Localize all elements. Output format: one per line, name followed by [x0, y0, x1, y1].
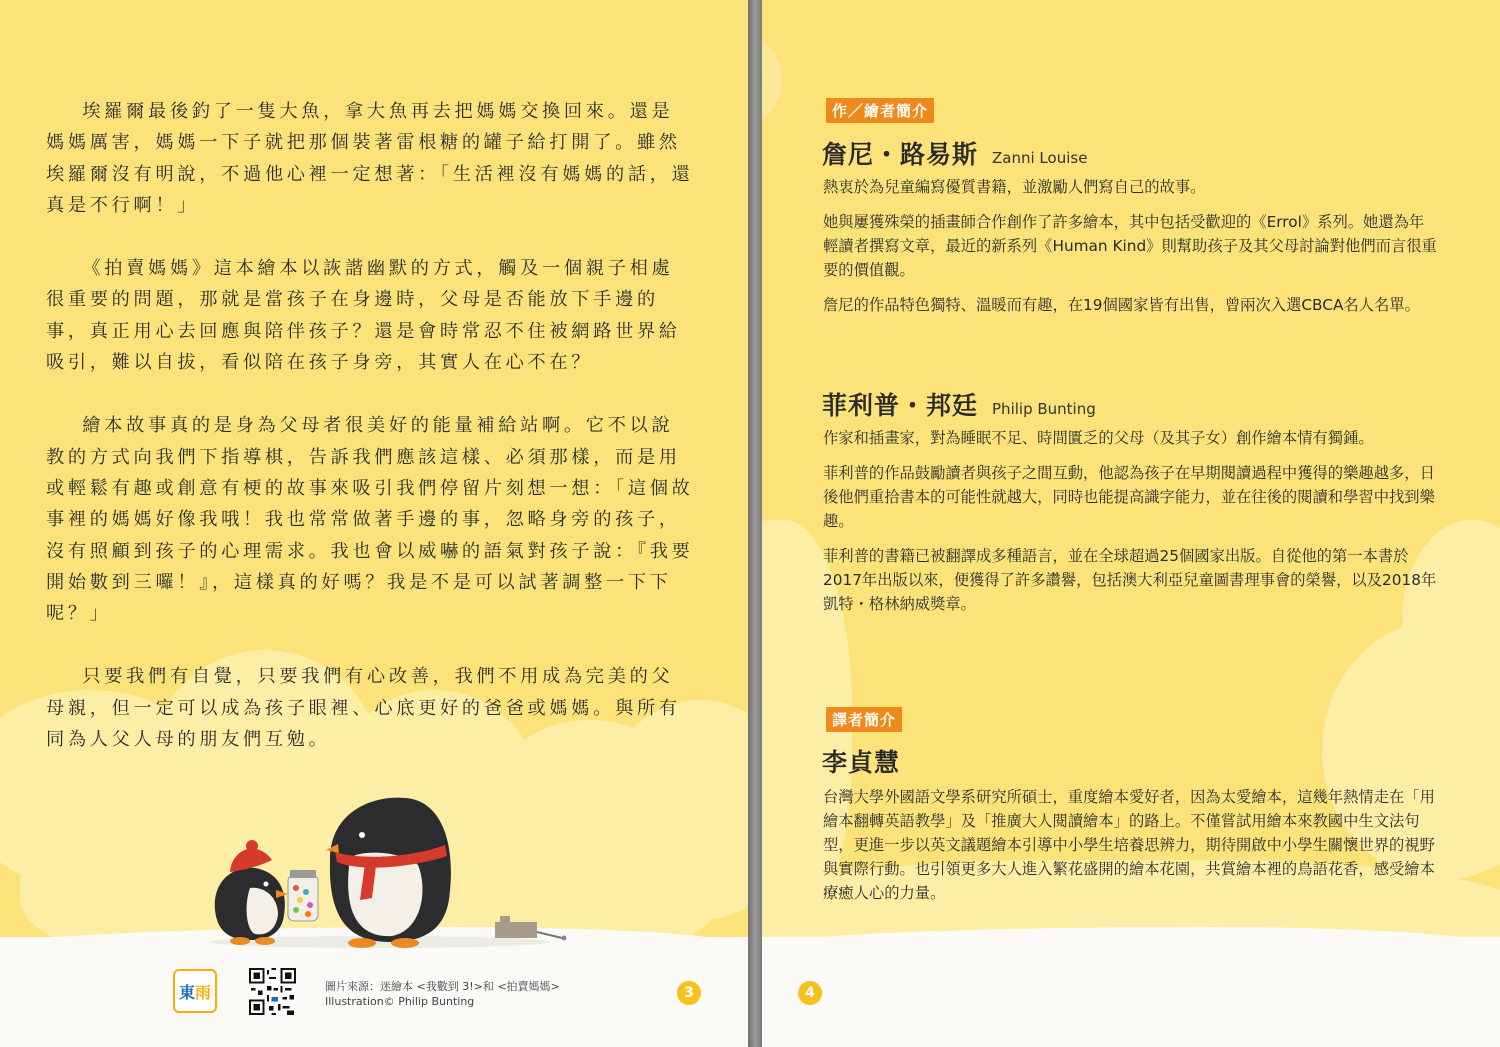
author2-bio	[823, 426, 1439, 627]
logo-text-yu: 雨	[195, 982, 212, 1002]
author1-bio-p2: 她與屢獲殊榮的插畫師合作創作了許多繪本，其中包括受歡迎的《Errol》系列。她還為年輕讀者撰寫文章，最近的新系列《Human Kind》則幫助孩子及其父母討論對他們而言很重要的價值觀。	[823, 213, 1437, 279]
qr-code-icon[interactable]	[249, 968, 296, 1015]
translator-name	[822, 743, 900, 779]
section-tag-translator: 譯者簡介	[826, 707, 902, 732]
left-page	[0, 0, 748, 1047]
author2-latin-name: Philip Bunting	[992, 400, 1096, 418]
author1-bio-p3: 詹尼的作品特色獨特、溫暖而有趣，在19個國家皆有出售，曾兩次入選CBCA名人名單。	[823, 296, 1420, 314]
image-credit	[325, 979, 560, 1009]
article-body	[46, 96, 694, 787]
author1-bio	[823, 175, 1439, 328]
author2-bio-p3: 菲利普的書籍已被翻譯成多種語言，並在全球超過25個國家出版。自從他的第一本書於2017年出版以來，便獲得了許多讚譽，包括澳大利亞兒童圖書理事會的榮譽，以及2018年凱特・格林納威獎章。	[823, 547, 1437, 613]
author2-bio-p2: 菲利普的作品鼓勵讀者與孩子之間互動，他認為孩子在早期閱讀過程中獲得的樂趣越多，日後他們重拾書本的可能性就越大，同時也能提高識字能力，並在往後的閱讀和學習中找到樂趣。	[823, 464, 1435, 530]
right-page	[762, 0, 1500, 1047]
author1-chinese-name: 詹尼・路易斯	[822, 140, 979, 169]
translator-chinese-name: 李貞慧	[822, 748, 901, 777]
author1-latin-name: Zanni Louise	[992, 149, 1088, 167]
translator-bio	[823, 785, 1439, 916]
credit-source: 圖片來源：迷繪本 <我數到 3!>和 <拍賣媽媽>	[325, 980, 560, 993]
translator-bio-p1: 台灣大學外國語文學系研究所碩士，重度繪本愛好者，因為太愛繪本，這幾年熱情走在「用繪本翻轉英語教學」及「推廣大人閱讀繪本」的路上。不僅嘗試用繪本來教國中生文法句型，更進一步以英文議題繪本引導中小學生培養思辨力，期待開啟中小學生關懷世界的視野與實際行動。也引領更多大人進入繁花盛開的繪本花園，共賞繪本裡的鳥語花香，感受繪本療癒人心的力量。	[823, 788, 1435, 902]
author1-name	[822, 135, 1087, 171]
section-tag-authors: 作／繪者簡介	[826, 98, 934, 123]
author2-name	[822, 386, 1096, 422]
penguin-illustration	[200, 780, 580, 950]
paragraph-3: 繪本故事真的是身為父母者很美好的能量補給站啊。它不以說教的方式向我們下指導棋，告訴我們應該這樣、必須那樣，而是用或輕鬆有趣或創意有梗的故事來吸引我們停留片刻想一想：「這個故事裡的媽媽好像我哦！我也常常做著手邊的事，忽略身旁的孩子，沒有照顧到孩子的心理需求。我也會以威嚇的語氣對孩子說：『我要開始數到三囉！』，這樣真的好嗎？我是不是可以試著調整一下下呢？」	[46, 415, 694, 625]
paragraph-2: 《拍賣媽媽》這本繪本以詼諧幽默的方式，觸及一個親子相處很重要的問題，那就是當孩子在身邊時，父母是否能放下手邊的事，真正用心去回應與陪伴孩子？還是會時常忍不住被網路世界給吸引，難以自拔，看似陪在孩子身旁，其實人在心不在？	[46, 258, 681, 374]
paragraph-1: 埃羅爾最後釣了一隻大魚，拿大魚再去把媽媽交換回來。還是媽媽厲害，媽媽一下子就把那個裝著雷根糖的罐子給打開了。雖然埃羅爾沒有明說，不過他心裡一定想著：「生活裡沒有媽媽的話，還真是不行啊！」	[46, 101, 694, 216]
author2-bio-p1: 作家和插畫家，對為睡眠不足、時間匱乏的父母（及其子女）創作繪本情有獨鍾。	[823, 429, 1374, 447]
credit-illustration: Illustration© Philip Bunting	[325, 995, 475, 1008]
book-gutter	[748, 0, 762, 1047]
publisher-logo	[173, 969, 217, 1013]
paragraph-4: 只要我們有自覺，只要我們有心改善，我們不用成為完美的父母親，但一定可以成為孩子眼裡、心底更好的爸爸或媽媽。與所有同為人父人母的朋友們互勉。	[46, 666, 681, 751]
author1-bio-p1: 熱衷於為兒童編寫優質書籍，並激勵人們寫自己的故事。	[823, 178, 1206, 196]
page-number-right: 4	[798, 981, 822, 1005]
logo-text-dong: 東	[178, 982, 195, 1002]
author2-chinese-name: 菲利普・邦廷	[822, 391, 979, 420]
page-number-left: 3	[677, 981, 701, 1005]
snow-ground-right	[762, 937, 1500, 1047]
